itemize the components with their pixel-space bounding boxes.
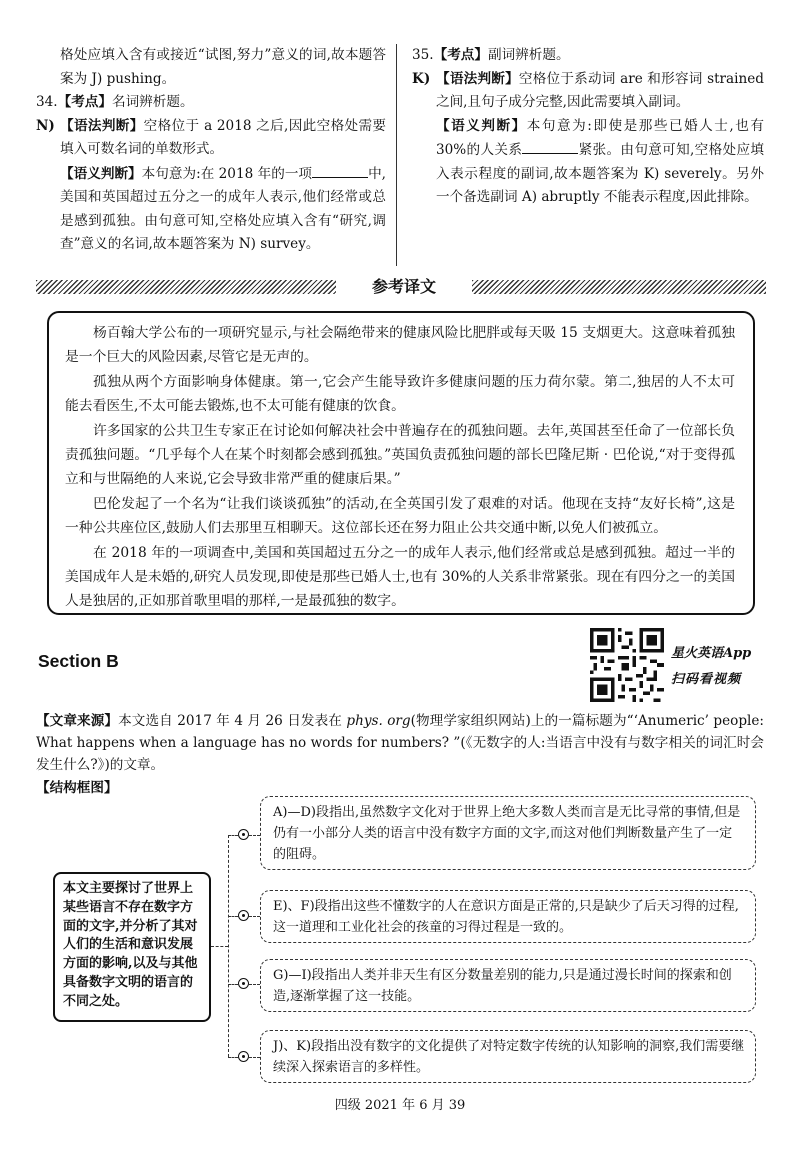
reference-translation-banner	[36, 276, 766, 298]
translation-paragraph: 巴伦发起了一个名为“让我们谈谈孤独”的活动,在全英国引发了艰难的对话。他现在支持“友好长椅”,这是一种公共座位区,鼓励人们去那里互相聊天。这位部长还在努力阻止公共交通中断,以免人们被孤立。	[65, 495, 735, 537]
paragraph-summary-box: J)、K)段指出没有数字的文化提供了对特定数字传统的认知影响的洞察,我们需要继续深入探索语言的多样性。	[260, 1030, 756, 1083]
paragraph-summary-box: A)—D)段指出,虽然数字文化对于世界上绝大多数人类而言是无比寻常的事情,但是仍有一小部分人类的语言中没有数字方面的文字,而这对他们判断数量产生了一定的阻碍。	[260, 796, 756, 870]
semantic-tag: 【语义判断】	[436, 117, 527, 134]
question-35-topic	[412, 44, 764, 68]
semantic-text-pre: 本句意为:即使是那些已婚人士,也有 30%的人关系	[436, 117, 764, 158]
connector-line	[249, 916, 260, 917]
main-idea-box: 本文主要探讨了世界上某些语言不存在数字方面的文字,并分析了其对人们的生活和意识发展方面的影响,以及与其他具备数字文明的语言的不同之处。	[53, 872, 211, 1022]
grammar-tag: 【语法判断】	[60, 117, 144, 134]
bullet-icon	[238, 829, 249, 840]
source-text-post: (物理学家组织网站)上的一篇标题为“‘Anumeric’ people: What happens when a language has no words for numbers? ”(《无数字的人:当语言中没有与数字相关的词汇时会发生什么?》)的文章。	[36, 713, 764, 773]
translation-paragraph: 孤独从两个方面影响身体健康。第一,它会产生能导致许多健康问题的压力荷尔蒙。第二,独居的人不太可能去看医生,不太可能去锻炼,也不太可能有健康的饮食。	[65, 373, 735, 415]
banner-title: 参考译文	[371, 277, 436, 296]
source-text-pre: 本文选自 2017 年 4 月 26 日发表在	[118, 713, 347, 729]
grammar-text: 空格位于 a 2018 之后,因此空格处需要填入可数名词的单数形式。	[60, 117, 386, 157]
fill-blank	[522, 138, 578, 154]
source-site: phys. org	[346, 713, 411, 729]
connector-line	[228, 916, 238, 917]
bullet-icon	[238, 978, 249, 989]
paragraph-summary-box: E)、F)段指出这些不懂数字的人在意识方面是正常的,只是缺少了后天习得的过程,这一道理和工业化社会的孩童的习得过程是一致的。	[260, 890, 756, 943]
question-34-semantic	[36, 162, 386, 257]
question-35-kaodian: 副词辨析题。	[488, 47, 570, 63]
paragraph-summary-box: G)—I)段指出人类并非天生有区分数量差别的能力,只是通过漫长时间的探索和创造,逐渐掌握了这一技能。	[260, 959, 756, 1012]
bullet-icon	[238, 1051, 249, 1062]
connector-line	[211, 946, 228, 947]
question-34-topic	[36, 91, 386, 115]
column-divider	[396, 44, 397, 266]
semantic-text-pre: 本句意为:在 2018 年的一项	[141, 165, 313, 182]
kaodian-tag: 【考点】	[433, 47, 488, 63]
connector-line	[249, 835, 260, 836]
question-34-kaodian: 名词辨析题。	[112, 94, 194, 110]
left-column	[36, 44, 386, 257]
translation-paragraph: 杨百翰大学公布的一项研究显示,与社会隔绝带来的健康风险比肥胖或每天吸 15 支烟更大。这意味着孤独是一个巨大的风险因素,尽管它是无声的。	[65, 325, 735, 366]
kaodian-tag: 【考点】	[57, 94, 112, 110]
qr-hint: 扫码看视频	[671, 672, 742, 687]
page-footer: 四级 2021 年 6 月 39	[334, 1098, 466, 1113]
translation-paragraph: 许多国家的公共卫生专家正在讨论如何解决社会中普遍存在的孤独问题。去年,英国甚至任命了一位部长负责孤独问题。“几乎每个人在某个时刻都会感到孤独。”英国负责孤独问题的部长巴隆尼斯 · 巴伦说,“对于变得孤立和与世隔绝的人来说,它会导致非常严重的健康后果。”	[65, 422, 735, 488]
section-heading: Section B	[38, 651, 119, 671]
banner-hatch-left	[36, 280, 336, 294]
answer-letter: N)	[36, 117, 55, 134]
translation-paragraph: 在 2018 年的一项调查中,美国和英国超过五分之一的成年人表示,他们经常或总是感到孤独。超过一半的美国成年人是未婚的,研究人员发现,即使是那些已婚人士,也有 30%的人关系非常紧张。现在有四分之一的美国人是独居的,正如那首歌里唱的那样,一是最孤独的数字。	[65, 544, 735, 610]
app-name: 星火英语App	[671, 646, 752, 661]
banner-hatch-right	[472, 280, 766, 294]
connector-line	[228, 984, 238, 985]
connector-line	[249, 984, 260, 985]
question-34-grammar	[36, 115, 386, 162]
bullet-icon	[238, 910, 249, 921]
semantic-tag: 【语义判断】	[60, 165, 142, 182]
source-tag: 【文章来源】	[36, 713, 119, 729]
bracket-line	[228, 835, 229, 1057]
question-35-number: 35.	[412, 47, 434, 63]
translation-box	[47, 311, 755, 615]
fill-blank	[312, 162, 368, 178]
right-column	[412, 44, 764, 210]
structure-heading: 【结构框图】	[36, 780, 118, 796]
question-35-grammar	[412, 68, 764, 115]
grammar-text: 空格位于系动词 are 和形容词 strained 之间,且句子成分完整,因此需要填入副词。	[436, 70, 764, 110]
qr-code-icon[interactable]	[590, 628, 664, 702]
semantic-text-post: 紧张。由句意可知,空格处应填入表示程度的副词,故本题答案为 K) severely。另外一个备选副词 A) abruptly 不能表示程度,因此排除。	[436, 142, 764, 205]
question-34-number: 34.	[36, 94, 58, 110]
grammar-tag: 【语法判断】	[436, 70, 519, 87]
semantic-text-post: 中,美国和英国超过五分之一的成年人表示,他们经常或总是感到孤独。由句意可知,空格处应填入含有“研究,调查”意义的名词,故本题答案为 N) survey。	[60, 165, 386, 252]
answer-letter: K)	[412, 70, 431, 87]
connector-line	[228, 835, 238, 836]
article-source	[36, 710, 764, 776]
carry-over-paragraph: 格处应填入含有或接近“试图,努力”意义的词,故本题答案为 J) pushing。	[60, 47, 386, 87]
connector-line	[249, 1057, 260, 1058]
question-35-semantic	[412, 115, 764, 210]
connector-line	[228, 1057, 238, 1058]
